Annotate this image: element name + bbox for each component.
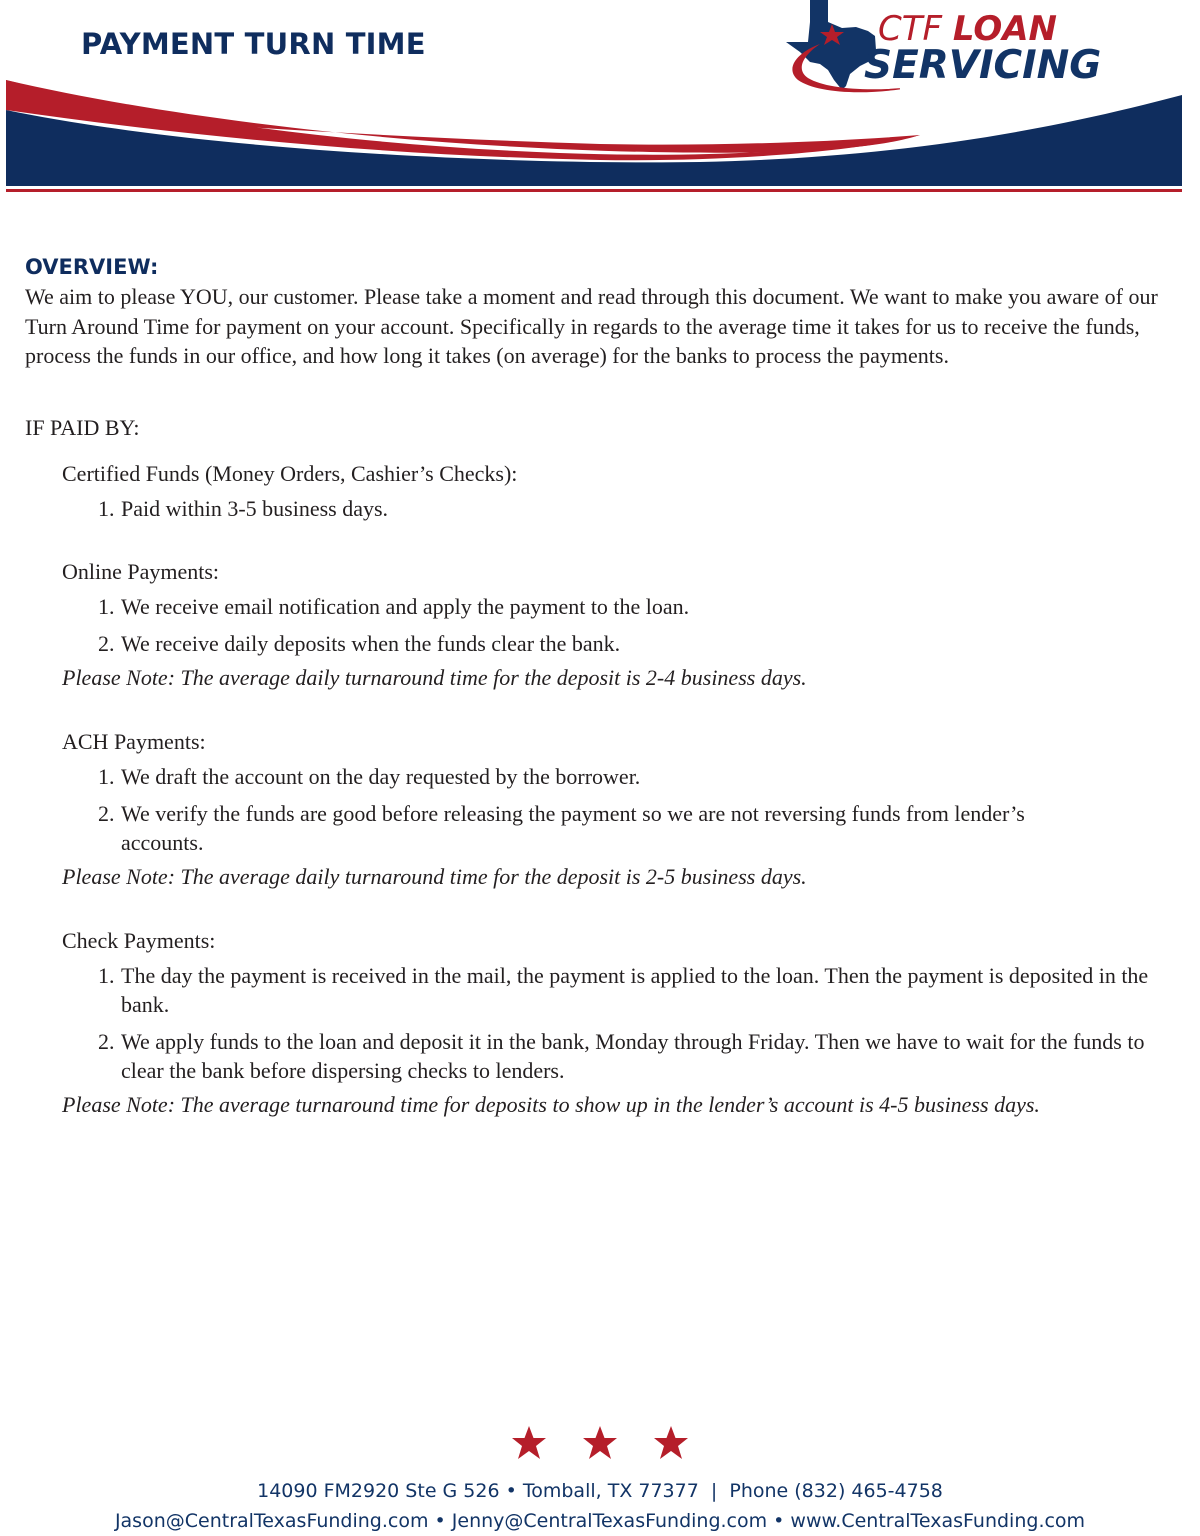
list-text: We apply funds to the loan and deposit it in the bank, Monday through Friday. Then we have to wait for the funds to clear the bank before dispersing checks to lenders. — [121, 1028, 1145, 1083]
if-paid-by-label: IF PAID BY: — [25, 414, 140, 440]
footer — [0, 1425, 1200, 1536]
list-number: 2. — [98, 800, 115, 826]
payment-method-title: Certified Funds (Money Orders, Cashier’s Checks): — [62, 460, 518, 486]
footer-contacts: Jason@CentralTexasFunding.com • Jenny@CentralTexasFunding.com • www.CentralTexasFunding.com — [114, 1510, 1086, 1532]
header-banner — [0, 0, 1200, 200]
star-icon — [582, 1425, 618, 1461]
list-item — [62, 629, 1165, 658]
list-text: Paid within 3-5 business days. — [121, 495, 389, 521]
list-number: 1. — [98, 962, 115, 988]
payment-method-check — [62, 926, 1165, 1120]
list-number: 2. — [98, 630, 115, 656]
payment-method-title: Online Payments: — [62, 558, 220, 584]
list-text: We receive email notification and apply the payment to the loan. — [121, 593, 690, 619]
turnaround-note: Please Note: The average turnaround time for deposits to show up in the lender’s account is 4-5 business days. — [62, 1091, 1040, 1117]
payment-steps-list — [62, 762, 1165, 857]
payment-steps-list — [62, 961, 1165, 1085]
turnaround-note: Please Note: The average daily turnaround time for the deposit is 2-5 business days. — [62, 863, 807, 889]
logo-loan-text: LOAN — [952, 9, 1058, 49]
payment-steps-list — [62, 494, 1165, 523]
list-item — [62, 799, 1165, 857]
list-number: 2. — [98, 1028, 115, 1054]
overview-paragraph: We aim to please YOU, our customer. Please take a moment and read through this document. We want to make you aware of our Turn Around Time for payment on your account. Specifically in regards to the average time it takes for us to receive the funds, process the funds in our office, and how long it takes (on average) for the banks to process the payments. — [25, 284, 1158, 368]
list-item — [62, 494, 1165, 523]
star-icon — [511, 1425, 547, 1461]
list-text: We receive daily deposits when the funds clear the bank. — [121, 630, 621, 656]
payment-method-online — [62, 557, 1165, 693]
payment-method-ach — [62, 727, 1165, 892]
footer-address-phone: 14090 FM2920 Ste G 526 • Tomball, TX 77377 | Phone (832) 465-4758 — [257, 1480, 943, 1502]
list-item — [62, 961, 1165, 1019]
red-rule — [6, 189, 1182, 192]
list-text: We draft the account on the day requested by the borrower. — [121, 763, 641, 789]
payment-method-title: ACH Payments: — [62, 728, 206, 754]
logo-servicing-text: SERVICING — [864, 43, 1102, 88]
list-item — [62, 762, 1165, 791]
footer-stars — [0, 1425, 1200, 1465]
list-item — [62, 592, 1165, 621]
list-number: 1. — [98, 593, 115, 619]
payment-method-title: Check Payments: — [62, 927, 216, 953]
list-number: 1. — [98, 495, 115, 521]
list-item — [62, 1027, 1165, 1085]
logo-text-line1 — [878, 9, 1058, 49]
star-icon — [653, 1425, 689, 1461]
payment-method-certified-funds — [62, 459, 1165, 523]
navy-band — [6, 95, 1182, 186]
logo-ctf-text: CTF — [878, 9, 943, 49]
list-number: 1. — [98, 763, 115, 789]
overview-heading: OVERVIEW: — [25, 255, 159, 279]
ctf-loan-servicing-logo — [780, 0, 1120, 100]
list-text: The day the payment is received in the mail, the payment is applied to the loan. Then the payment is deposited in the bank. — [121, 962, 1149, 1017]
page-title: PAYMENT TURN TIME — [81, 27, 426, 61]
list-text: We verify the funds are good before releasing the payment so we are not reversing funds from lender’s accounts. — [121, 800, 1025, 855]
document-body — [25, 250, 1165, 1120]
payment-steps-list — [62, 592, 1165, 658]
turnaround-note: Please Note: The average daily turnaround time for the deposit is 2-4 business days. — [62, 664, 807, 690]
